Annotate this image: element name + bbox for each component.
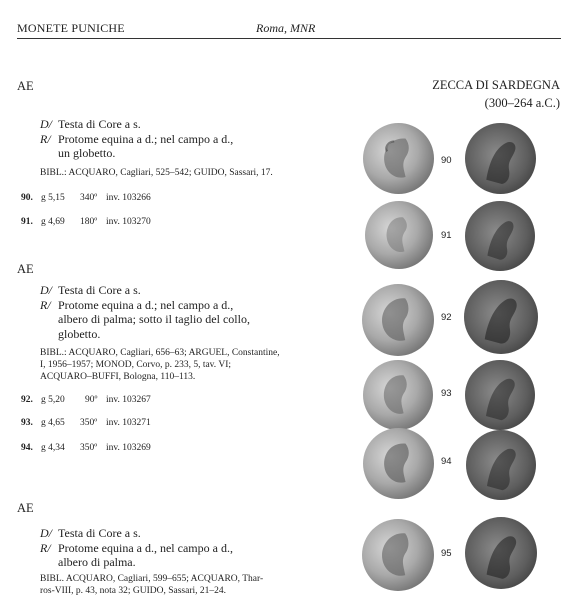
mint-heading xyxy=(432,76,560,112)
header-rule xyxy=(17,38,561,39)
reverse-line xyxy=(40,132,320,161)
specimen-entry xyxy=(21,193,151,203)
specimen-number: 92. xyxy=(21,395,33,405)
specimen-inventory: inv. 103269 xyxy=(106,443,151,453)
plate-number: 92 xyxy=(441,312,452,323)
obverse-text: Testa di Core a s. xyxy=(58,526,141,540)
reverse-label: R/ xyxy=(40,131,51,146)
specimen-inventory: inv. 103271 xyxy=(106,418,151,428)
specimen-axis: 350º xyxy=(80,418,98,428)
reverse-line xyxy=(40,298,320,342)
coin-description xyxy=(40,526,320,570)
specimen-inventory: inv. 103270 xyxy=(106,217,151,227)
specimen-number: 90. xyxy=(21,193,33,203)
core-head-icon xyxy=(363,123,434,194)
specimen-entry xyxy=(21,395,151,405)
metal-label: AE xyxy=(17,262,34,276)
coin-obverse-photo xyxy=(365,201,433,269)
specimen-inventory: inv. 103267 xyxy=(106,395,151,405)
obverse-text: Testa di Core a s. xyxy=(58,117,141,131)
specimen-entry xyxy=(21,443,151,453)
horse-protome-icon xyxy=(466,430,536,500)
running-header-title: MONETE PUNICHE xyxy=(17,21,125,35)
bibliography-line: ACQUARO–BUFFI, Bologna, 110–113. xyxy=(40,372,196,382)
core-head-icon xyxy=(362,284,434,356)
bibliography xyxy=(40,347,325,383)
bibliography xyxy=(40,573,325,597)
coin-reverse-photo xyxy=(464,280,538,354)
obverse-line xyxy=(40,117,320,132)
reverse-text-1: Protome equina a d.; nel campo a d., xyxy=(58,297,234,312)
coin-obverse-photo xyxy=(363,360,433,430)
reverse-text-2: albero di palma; sotto il taglio del collo, xyxy=(58,312,250,326)
plate-number: 91 xyxy=(441,230,452,241)
specimen-number: 94. xyxy=(21,443,33,453)
reverse-text-2: albero di palma. xyxy=(58,555,136,569)
coin-reverse-photo xyxy=(465,123,536,194)
bibliography-line: ros-VIII, p. 43, nota 32; GUIDO, Sassari, 21–24. xyxy=(40,586,227,596)
metal-label: AE xyxy=(17,501,34,515)
specimen-entry xyxy=(21,418,151,428)
bibliography-line: I, 1956–1957; MONOD, Corvo, p. 233, 5, tav. VI; xyxy=(40,360,232,370)
bibliography-line: BIBL.: ACQUARO, Cagliari, 525–542; GUIDO, Sassari, 17. xyxy=(40,168,273,178)
reverse-text-3: globetto. xyxy=(58,326,101,341)
specimen-inventory: inv. 103266 xyxy=(106,193,151,203)
specimen-number: 91. xyxy=(21,217,33,227)
coin-description xyxy=(40,283,320,341)
specimen-weight: g 4,69 xyxy=(41,217,65,227)
reverse-text-1: Protome equina a d., nel campo a d., xyxy=(58,540,233,555)
horse-protome-icon xyxy=(464,280,538,354)
coin-obverse-photo xyxy=(363,123,434,194)
obverse-line xyxy=(40,526,320,541)
specimen-axis: 340º xyxy=(80,193,98,203)
horse-protome-icon xyxy=(465,360,535,430)
plate-number: 95 xyxy=(441,548,452,559)
specimen-weight: g 4,65 xyxy=(41,418,65,428)
obverse-text: Testa di Core a s. xyxy=(58,283,141,297)
coin-obverse-photo xyxy=(362,519,434,591)
running-header-collection: Roma, MNR xyxy=(256,21,316,35)
plate-number: 93 xyxy=(441,388,452,399)
obverse-line xyxy=(40,283,320,298)
obverse-label: D/ xyxy=(40,526,52,540)
reverse-text-1: Protome equina a d.; nel campo a d., xyxy=(58,131,234,146)
horse-protome-icon xyxy=(465,517,537,589)
coin-reverse-photo xyxy=(465,201,535,271)
specimen-axis: 350º xyxy=(80,443,98,453)
bibliography xyxy=(40,167,320,179)
reverse-line xyxy=(40,541,320,570)
horse-protome-icon xyxy=(465,201,535,271)
core-head-icon xyxy=(365,201,433,269)
obverse-label: D/ xyxy=(40,117,52,131)
reverse-label: R/ xyxy=(40,540,51,555)
plate-number: 90 xyxy=(441,155,452,166)
core-head-icon xyxy=(363,360,433,430)
core-head-icon xyxy=(363,428,434,499)
bibliography-line: BIBL. ACQUARO, Cagliari, 599–655; ACQUARO, Thar- xyxy=(40,574,264,584)
mint-name: ZECCA DI SARDEGNA xyxy=(432,78,560,92)
core-head-icon xyxy=(362,519,434,591)
specimen-axis: 180º xyxy=(80,217,98,227)
specimen-weight: g 4,34 xyxy=(41,443,65,453)
coin-description xyxy=(40,117,320,161)
reverse-text-2: un globetto. xyxy=(58,146,116,160)
horse-protome-icon xyxy=(465,123,536,194)
metal-label: AE xyxy=(17,79,34,93)
reverse-label: R/ xyxy=(40,297,51,312)
obverse-label: D/ xyxy=(40,283,52,297)
coin-reverse-photo xyxy=(465,360,535,430)
specimen-weight: g 5,20 xyxy=(41,395,65,405)
specimen-axis: 90º xyxy=(85,395,98,405)
mint-dates: (300–264 a.C.) xyxy=(484,96,560,110)
plate-number: 94 xyxy=(441,456,452,467)
coin-reverse-photo xyxy=(466,430,536,500)
specimen-number: 93. xyxy=(21,418,33,428)
coin-obverse-photo xyxy=(362,284,434,356)
bibliography-line: BIBL.: ACQUARO, Cagliari, 656–63; ARGUEL, Constantine, xyxy=(40,348,280,358)
specimen-weight: g 5,15 xyxy=(41,193,65,203)
coin-reverse-photo xyxy=(465,517,537,589)
specimen-entry xyxy=(21,217,151,227)
coin-obverse-photo xyxy=(363,428,434,499)
